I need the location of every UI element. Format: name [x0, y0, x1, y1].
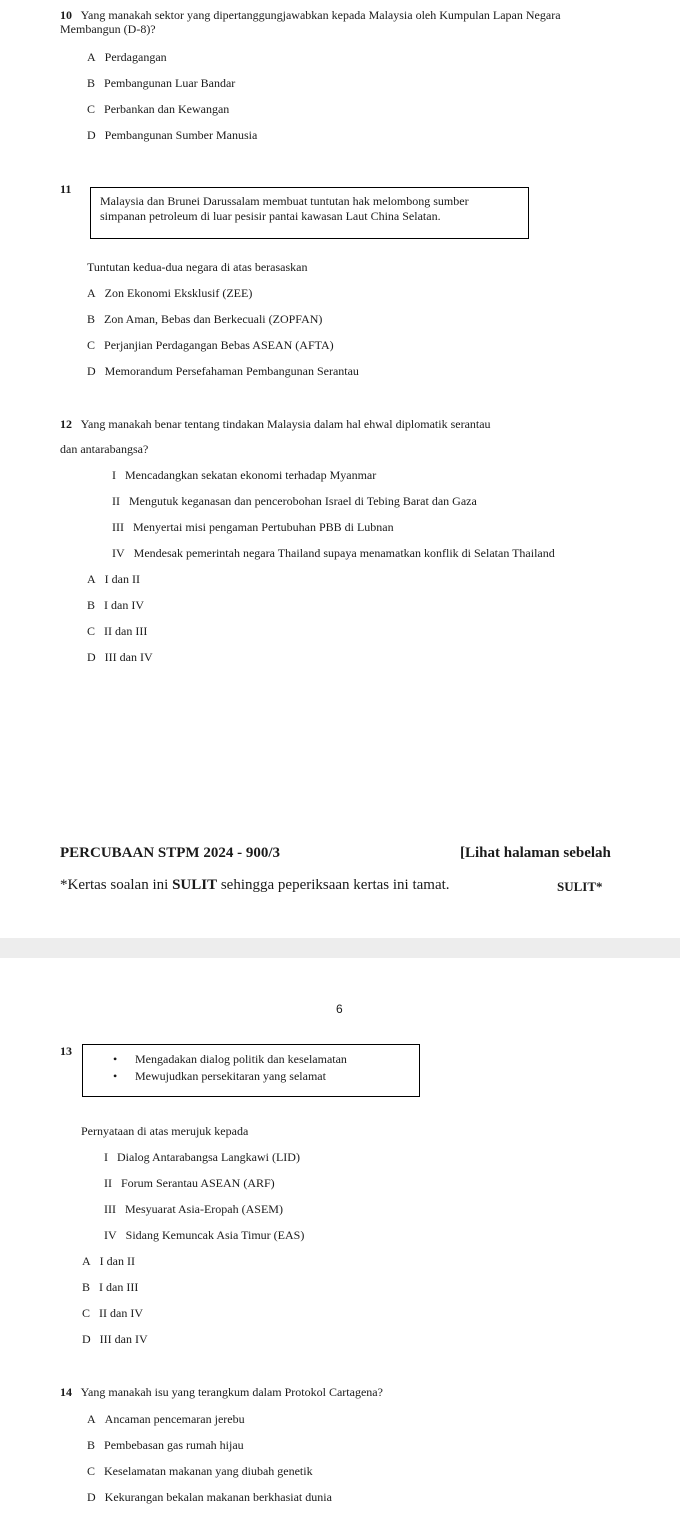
- option-text: Pembangunan Sumber Manusia: [104, 128, 258, 142]
- q13-statement-ii: [104, 1176, 275, 1191]
- notice-post: sehingga peperiksaan kertas ini tamat.: [217, 877, 450, 893]
- option-letter: A: [82, 1254, 91, 1268]
- option-text: Kekurangan bekalan makanan berkhasiat dunia: [104, 1490, 332, 1504]
- question-10-stem: [60, 8, 561, 23]
- q12-option-b: [87, 598, 144, 613]
- statement-text: Mengutuk keganasan dan pencerobohan Israel di Tebing Barat dan Gaza: [129, 494, 477, 508]
- option-text: III dan IV: [99, 1332, 148, 1346]
- q12-option-a: [87, 572, 140, 587]
- q13-statement-i: [104, 1150, 300, 1165]
- option-text: Pembebasan gas rumah hijau: [104, 1438, 244, 1452]
- question-13-number: 13: [60, 1044, 72, 1058]
- option-text: Pembangunan Luar Bandar: [104, 76, 236, 90]
- statement-roman: I: [104, 1150, 108, 1164]
- q13-option-c: [82, 1306, 143, 1321]
- q13-bullet-1: [113, 1052, 347, 1067]
- option-letter: B: [87, 1438, 96, 1452]
- page-number: 6: [336, 1002, 343, 1016]
- option-letter: B: [87, 76, 96, 90]
- statement-roman: III: [104, 1202, 116, 1216]
- q11-source-box: [90, 187, 529, 239]
- q13-option-d: [82, 1332, 148, 1347]
- question-text: Yang manakah sektor yang dipertanggungjawabkan kepada Malaysia oleh Kumpulan Lapan Negara: [80, 8, 561, 22]
- question-number: 14: [60, 1385, 72, 1399]
- q14-option-b: [87, 1438, 244, 1453]
- option-text: I dan IV: [104, 598, 144, 612]
- notice-bold: SULIT: [172, 877, 218, 893]
- option-text: Zon Aman, Bebas dan Berkecuali (ZOPFAN): [104, 312, 323, 326]
- option-letter: B: [87, 598, 96, 612]
- q11-box-line1: Malaysia dan Brunei Darussalam membuat tuntutan hak melombong sumber: [100, 194, 469, 208]
- q13-option-a: [82, 1254, 135, 1269]
- footer-sulit: SULIT*: [557, 879, 603, 894]
- q11-option-a: [87, 286, 252, 301]
- option-letter: C: [82, 1306, 91, 1320]
- q12-statement-iv: [112, 546, 555, 561]
- q11-option-d: [87, 364, 359, 379]
- option-text: Memorandum Persefahaman Pembangunan Serantau: [104, 364, 359, 378]
- question-12-stem: [60, 417, 491, 432]
- footer-notice: [60, 877, 450, 894]
- option-text: I dan II: [99, 1254, 135, 1268]
- option-letter: C: [87, 102, 96, 116]
- statement-roman: IV: [112, 546, 125, 560]
- option-text: Perjanjian Perdagangan Bebas ASEAN (AFTA): [104, 338, 334, 352]
- question-number: 10: [60, 8, 72, 22]
- option-letter: D: [87, 128, 96, 142]
- footer-next-page: [Lihat halaman sebelah: [460, 845, 611, 861]
- q12-statement-ii: [112, 494, 477, 509]
- notice-pre: *Kertas soalan ini: [60, 877, 173, 893]
- statement-roman: IV: [104, 1228, 117, 1242]
- option-letter: C: [87, 624, 96, 638]
- bullet-text: Mewujudkan persekitaran yang selamat: [135, 1069, 326, 1083]
- question-14-stem: [60, 1385, 383, 1400]
- option-letter: A: [87, 286, 96, 300]
- q13-bullet-2: [113, 1069, 326, 1084]
- q10-option-b: [87, 76, 235, 91]
- option-text: Perdagangan: [104, 50, 167, 64]
- option-letter: D: [87, 364, 96, 378]
- statement-text: Mesyuarat Asia-Eropah (ASEM): [125, 1202, 283, 1216]
- statement-roman: II: [112, 494, 120, 508]
- q11-option-b: [87, 312, 322, 327]
- option-letter: D: [87, 1490, 96, 1504]
- option-letter: C: [87, 1464, 96, 1478]
- statement-roman: III: [112, 520, 124, 534]
- option-letter: A: [87, 50, 96, 64]
- option-letter: C: [87, 338, 96, 352]
- option-text: Zon Ekonomi Eksklusif (ZEE): [104, 286, 253, 300]
- question-text: Yang manakah isu yang terangkum dalam Protokol Cartagena?: [80, 1385, 383, 1399]
- statement-text: Mencadangkan sekatan ekonomi terhadap Myanmar: [125, 468, 377, 482]
- q10-option-a: [87, 50, 167, 65]
- q12-option-d: [87, 650, 153, 665]
- q10-option-c: [87, 102, 229, 117]
- q12-option-c: [87, 624, 147, 639]
- option-letter: B: [87, 312, 96, 326]
- q13-statement-iv: [104, 1228, 304, 1243]
- option-text: Perbankan dan Kewangan: [104, 102, 230, 116]
- bullet-text: Mengadakan dialog politik dan keselamatan: [135, 1052, 347, 1066]
- statement-text: Dialog Antarabangsa Langkawi (LID): [117, 1150, 300, 1164]
- q13-stem: Pernyataan di atas merujuk kepada: [81, 1124, 249, 1138]
- q12-statement-iii: [112, 520, 394, 535]
- q11-option-c: [87, 338, 334, 353]
- question-text: Yang manakah benar tentang tindakan Malaysia dalam hal ehwal diplomatik serantau: [80, 417, 491, 431]
- question-11-number: 11: [60, 182, 72, 196]
- q14-option-d: [87, 1490, 332, 1505]
- option-text: I dan III: [99, 1280, 139, 1294]
- q14-option-a: [87, 1412, 245, 1427]
- option-text: Keselamatan makanan yang diubah genetik: [104, 1464, 313, 1478]
- q10-option-d: [87, 128, 257, 143]
- statement-text: Forum Serantau ASEAN (ARF): [121, 1176, 275, 1190]
- option-letter: D: [87, 650, 96, 664]
- question-10-stem-line2: Membangun (D-8)?: [60, 22, 156, 36]
- option-text: II dan IV: [99, 1306, 143, 1320]
- q11-box-line2: simpanan petroleum di luar pesisir pantai kawasan Laut China Selatan.: [100, 209, 441, 223]
- statement-text: Sidang Kemuncak Asia Timur (EAS): [125, 1228, 305, 1242]
- option-letter: B: [82, 1280, 91, 1294]
- statement-text: Mendesak pemerintah negara Thailand supaya menamatkan konflik di Selatan Thailand: [133, 546, 555, 560]
- q11-stem: Tuntutan kedua-dua negara di atas berasaskan: [87, 260, 308, 274]
- question-number: 12: [60, 417, 72, 431]
- option-text: I dan II: [104, 572, 140, 586]
- option-letter: A: [87, 572, 96, 586]
- q14-option-c: [87, 1464, 313, 1479]
- footer-exam-title: PERCUBAAN STPM 2024 - 900/3: [60, 845, 280, 861]
- q13-option-b: [82, 1280, 138, 1295]
- bullet-icon: •: [113, 1052, 118, 1066]
- statement-text: Menyertai misi pengaman Pertubuhan PBB di Lubnan: [133, 520, 394, 534]
- statement-roman: II: [104, 1176, 112, 1190]
- question-12-stem-line2: dan antarabangsa?: [60, 442, 149, 456]
- page-separator: [0, 938, 680, 958]
- q13-source-box: [82, 1044, 420, 1097]
- q12-statement-i: [112, 468, 376, 483]
- option-letter: A: [87, 1412, 96, 1426]
- option-letter: D: [82, 1332, 91, 1346]
- statement-roman: I: [112, 468, 116, 482]
- option-text: III dan IV: [104, 650, 153, 664]
- q13-statement-iii: [104, 1202, 283, 1217]
- option-text: Ancaman pencemaran jerebu: [104, 1412, 245, 1426]
- bullet-icon: •: [113, 1069, 118, 1083]
- option-text: II dan III: [104, 624, 148, 638]
